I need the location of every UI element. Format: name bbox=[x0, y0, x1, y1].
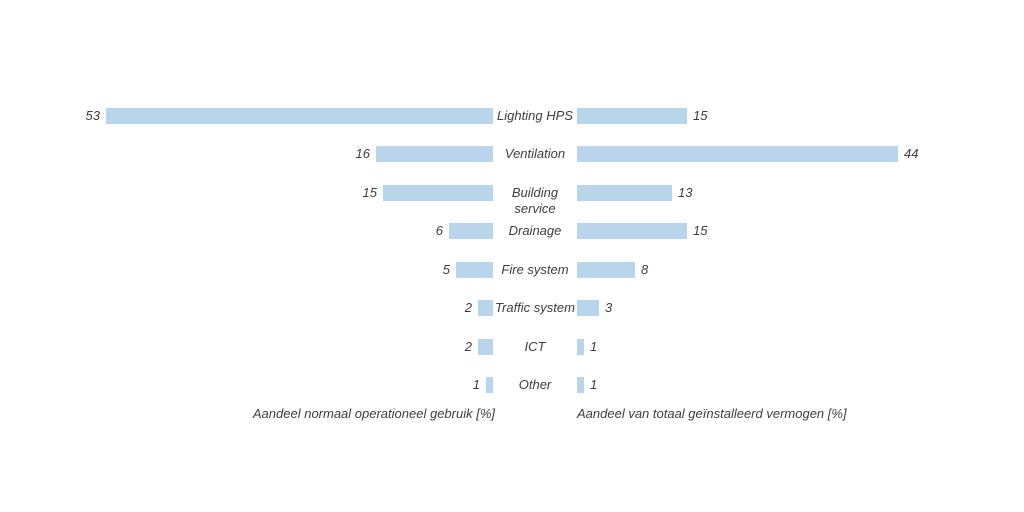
right-bar bbox=[577, 223, 687, 239]
right-value-label: 44 bbox=[904, 146, 919, 161]
right-bar bbox=[577, 108, 687, 124]
left-value-label: 6 bbox=[435, 223, 443, 238]
right-bar bbox=[577, 146, 898, 162]
right-bar bbox=[577, 339, 584, 355]
left-bar bbox=[376, 146, 493, 162]
right-bar bbox=[577, 185, 672, 201]
category-label: Fire system bbox=[501, 261, 569, 277]
category-label: Traffic system bbox=[495, 300, 575, 315]
left-value-label: 1 bbox=[472, 377, 480, 392]
left-value-label: 2 bbox=[464, 300, 472, 315]
left-value-label: 15 bbox=[362, 184, 377, 200]
right-axis-label: Aandeel van totaal geïnstalleerd vermogen [%] bbox=[577, 406, 847, 421]
left-bar bbox=[478, 339, 493, 355]
category-label: Lighting HPS bbox=[497, 107, 573, 123]
left-bar bbox=[449, 223, 493, 239]
right-value-label: 3 bbox=[605, 300, 613, 315]
right-bar bbox=[577, 377, 584, 393]
right-value-label: 15 bbox=[693, 223, 708, 238]
left-bar bbox=[106, 108, 493, 124]
category-label: Drainage bbox=[508, 223, 562, 238]
category-label: Ventilation bbox=[504, 146, 566, 161]
left-bar bbox=[456, 262, 493, 278]
left-bar bbox=[383, 185, 493, 201]
left-value-label: 2 bbox=[464, 338, 472, 354]
left-value-label: 53 bbox=[85, 107, 100, 123]
right-value-label: 8 bbox=[641, 261, 649, 277]
left-bar bbox=[486, 377, 493, 393]
category-label: ICT bbox=[524, 338, 546, 354]
category-label: Building service bbox=[511, 184, 559, 216]
left-value-label: 5 bbox=[442, 261, 450, 277]
right-bar bbox=[577, 262, 635, 278]
right-bar bbox=[577, 300, 599, 316]
category-label: Other bbox=[518, 377, 552, 392]
left-bar bbox=[478, 300, 493, 316]
left-value-label: 16 bbox=[355, 146, 370, 161]
right-value-label: 1 bbox=[590, 377, 598, 392]
left-axis-label: Aandeel normaal operationeel gebruik [%] bbox=[252, 406, 495, 421]
right-value-label: 15 bbox=[693, 107, 708, 123]
right-value-label: 13 bbox=[678, 184, 693, 200]
right-value-label: 1 bbox=[590, 338, 598, 354]
